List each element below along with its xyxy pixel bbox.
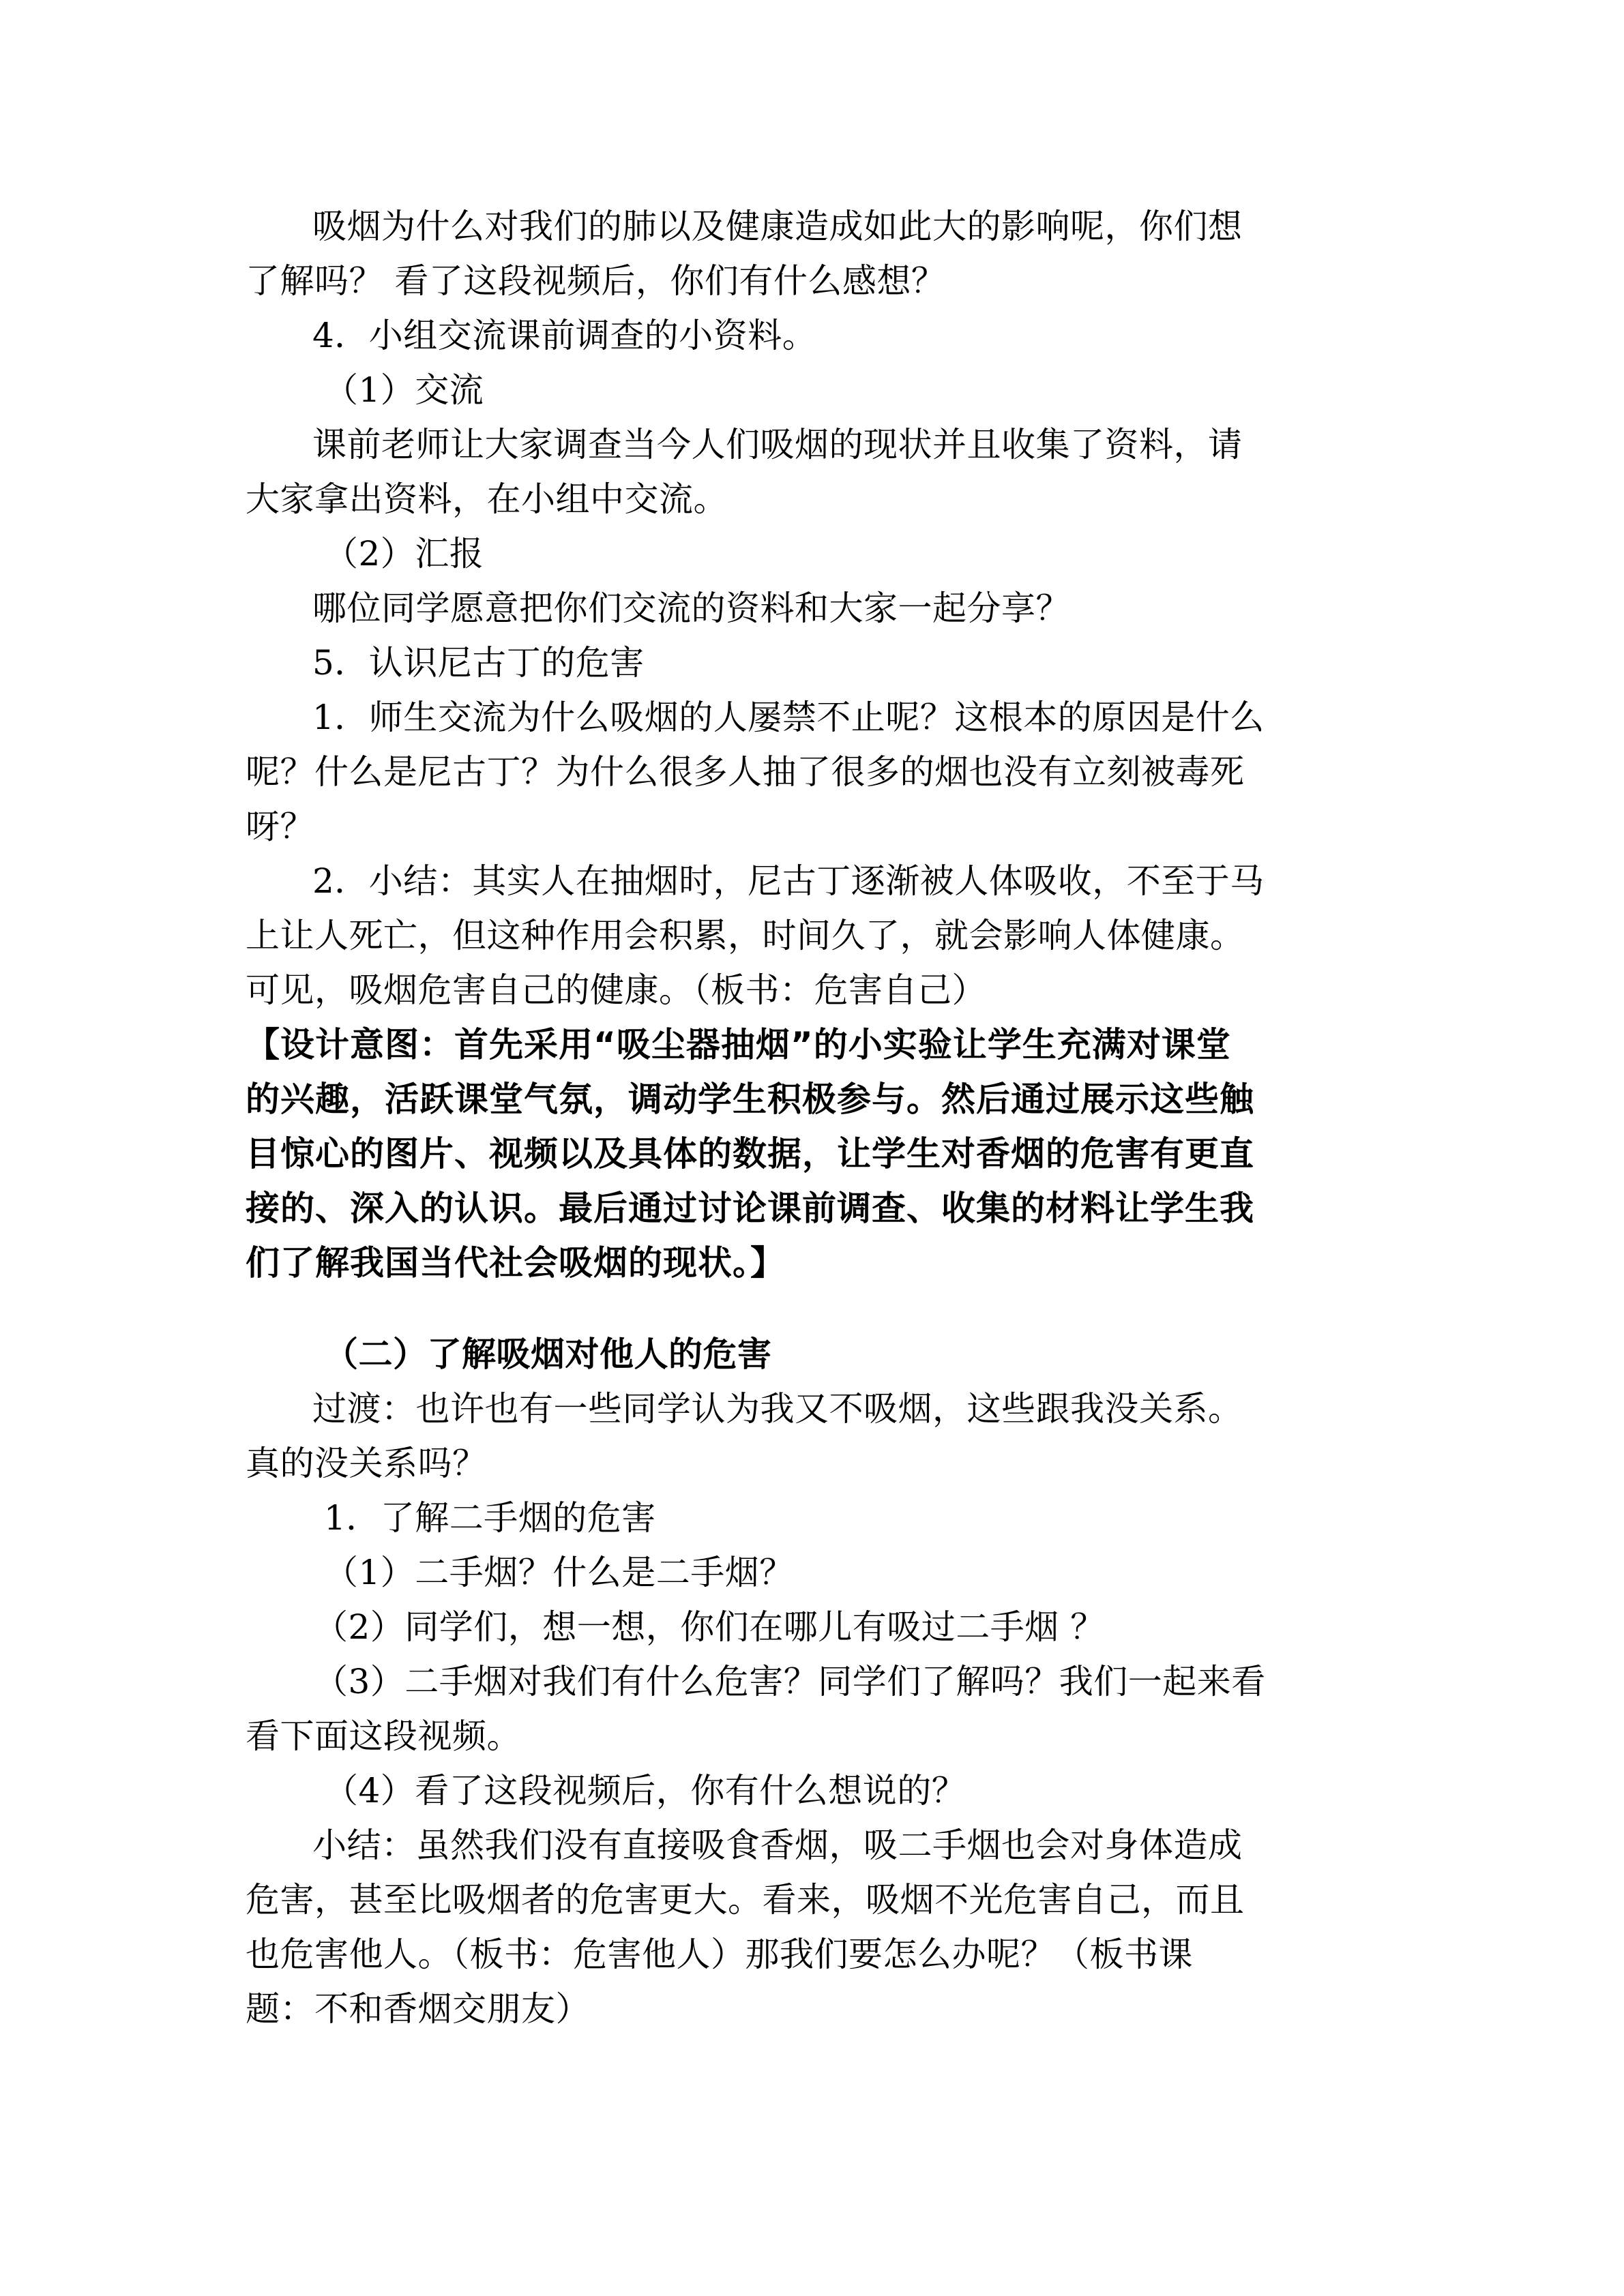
paragraph-line: 1．师生交流为什么吸烟的人屡禁不止呢？这根本的原因是什么 (312, 698, 1265, 737)
sub-item: （4）看了这段视频后，你有什么想说的？ (324, 1771, 966, 1810)
paragraph-line: 看下面这段视频。 (246, 1716, 521, 1756)
paragraph-line: 题：不和香烟交朋友） (246, 1989, 590, 2029)
sub-item: （1）交流 (324, 370, 484, 410)
numbered-item: 4．小组交流课前调查的小资料。 (312, 316, 817, 355)
paragraph-line: 吸烟为什么对我们的肺以及健康造成如此大的影响呢，你们想 (312, 207, 1243, 246)
paragraph-line: 上让人死亡，但这种作用会积累，时间久了，就会影响人体健康。 (246, 916, 1245, 955)
numbered-item: 1．了解二手烟的危害 (324, 1498, 656, 1538)
design-intent-block (246, 1017, 1364, 1290)
paragraph-line: 哪位同学愿意把你们交流的资料和大家一起分享？ (312, 588, 1070, 628)
paragraph-line: 2．小结：其实人在抽烟时，尼古丁逐渐被人体吸收，不至于马 (312, 861, 1265, 901)
paragraph-line: 真的没关系吗？ (246, 1444, 487, 1483)
sub-item: （3）二手烟对我们有什么危害？同学们了解吗？我们一起来看 (314, 1662, 1266, 1701)
paragraph-line: 小结：虽然我们没有直接吸食香烟，吸二手烟也会对身体造成 (312, 1825, 1243, 1865)
section-heading: （二）了解吸烟对他人的危害 (324, 1335, 772, 1374)
sub-item: （1）二手烟？什么是二手烟？ (324, 1553, 794, 1592)
numbered-item: 5．认识尼古丁的危害 (312, 643, 645, 683)
design-intent-line: 目惊心的图片、视频以及具体的数据，让学生对香烟的危害有更直 (246, 1134, 1254, 1174)
design-intent-line: 【设计意图：首先采用“吸尘器抽烟”的小实验让学生充满对课堂 (246, 1025, 1231, 1064)
design-intent-line: 们了解我国当代社会吸烟的现状。】 (246, 1243, 785, 1283)
sub-item: （2）同学们，想一想，你们在哪儿有吸过二手烟 ？ (314, 1607, 1105, 1647)
paragraph-line: 可见，吸烟危害自己的健康。（板书：危害自己） (246, 970, 986, 1010)
design-intent-line: 接的、深入的认识。最后通过讨论课前调查、收集的材料让学生我 (246, 1189, 1254, 1228)
paragraph-line: 课前老师让大家调查当今人们吸烟的现状并且收集了资料，请 (312, 425, 1243, 464)
paragraph-line: 也危害他人。（板书：危害他人）那我们要怎么办呢？（板书课 (246, 1935, 1193, 1974)
paragraph-line: 危害，甚至比吸烟者的危害更大。看来，吸烟不光危害自己，而且 (246, 1880, 1245, 1920)
design-intent-line: 的兴趣，活跃课堂气氛，调动学生积极参与。然后通过展示这些触 (246, 1079, 1254, 1119)
sub-item: （2）汇报 (324, 534, 484, 573)
paragraph-line: 了解吗？ 看了这段视频后，你们有什么感想？ (246, 261, 946, 301)
paragraph-line: 大家拿出资料，在小组中交流。 (246, 479, 728, 519)
paragraph-line: 呢？什么是尼古丁？为什么很多人抽了很多的烟也没有立刻被毒死 (246, 752, 1245, 792)
paragraph-line: 过渡：也许也有一些同学认为我又不吸烟，这些跟我没关系。 (312, 1389, 1243, 1429)
spacer (246, 1290, 1364, 1327)
paragraph-line: 呀？ (246, 807, 314, 846)
document-body (246, 199, 1364, 2036)
